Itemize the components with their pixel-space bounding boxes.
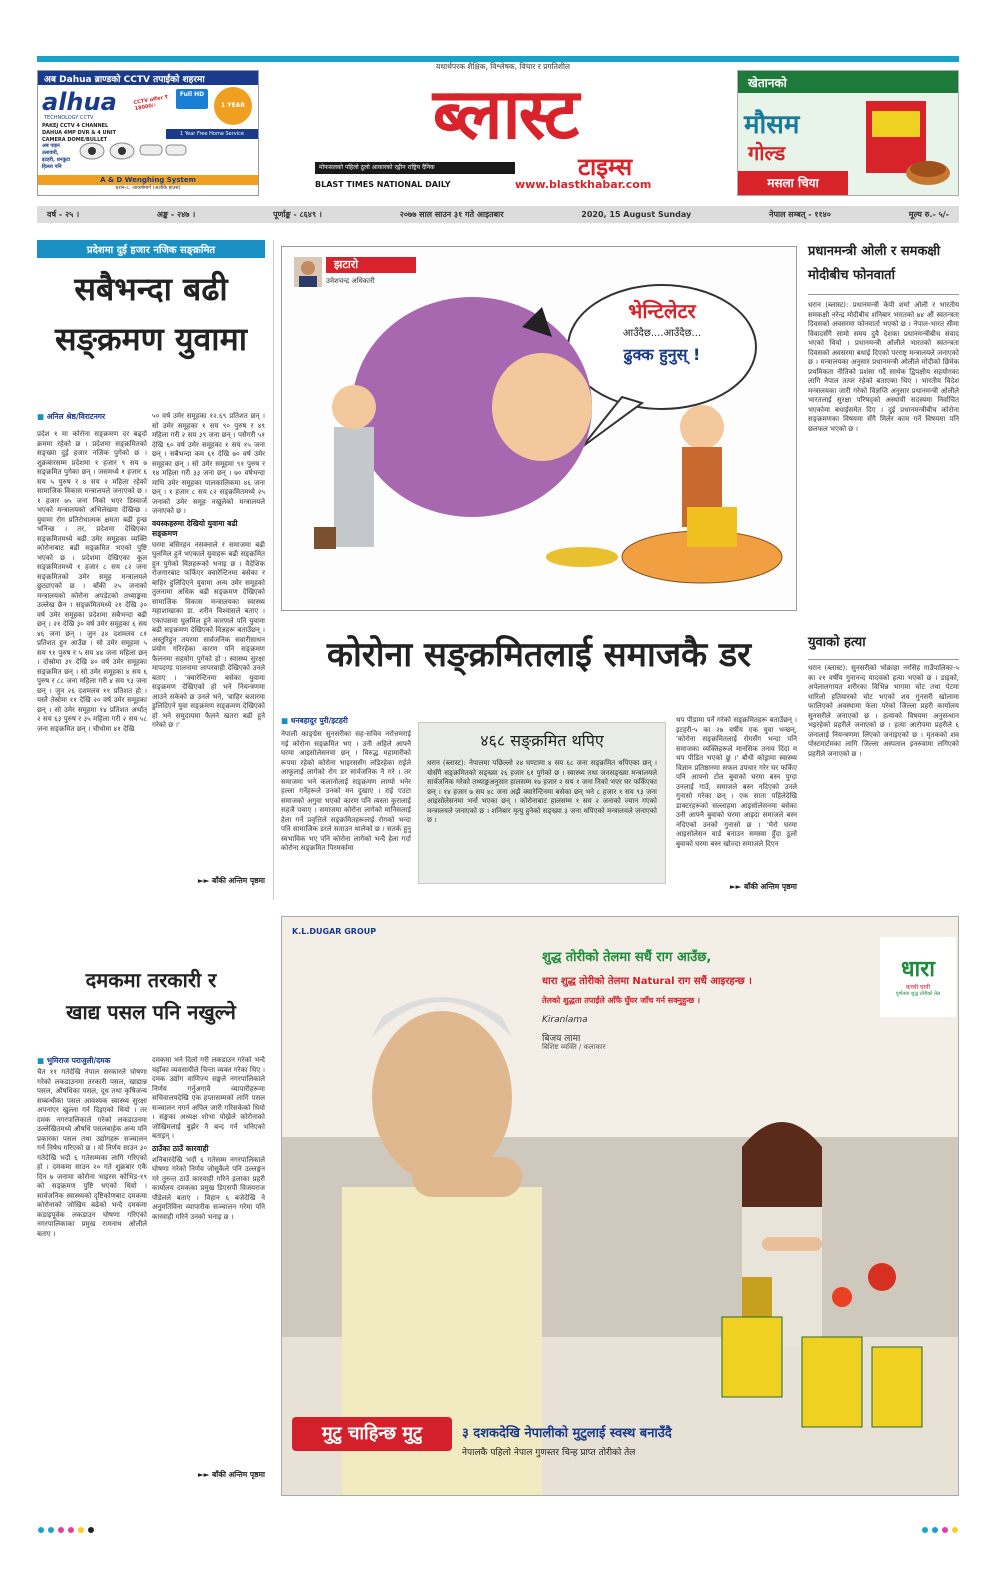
- cctv-advertisement[interactable]: [37, 70, 259, 196]
- dhara-sub: कच्ची घानी: [905, 984, 931, 991]
- masthead-logo[interactable]: [315, 70, 695, 200]
- sidebar-title2: युवाको हत्या: [808, 635, 866, 650]
- sidebar-title: प्रधानमन्त्री ओली र समकक्षी मोदीबीच फोनवार्ता: [808, 244, 941, 283]
- main-headline[interactable]: कोरोना सङ्क्रमितलाई समाजकै डर: [326, 635, 752, 675]
- logo-text: ब्लास्ट: [432, 72, 578, 155]
- dhara-tag: पूर्णतया शुद्ध तोरीको तेल: [895, 991, 941, 997]
- tea-sub: मसला चिया: [738, 171, 848, 195]
- tea-advertisement[interactable]: [737, 70, 959, 196]
- story-damak-market[interactable]: [37, 964, 265, 1028]
- home-service-label: 1 Year Free Home Service: [166, 129, 258, 139]
- website-link[interactable]: www.blastkhabar.com: [515, 178, 652, 191]
- story2-more[interactable]: ►► बाँकी अन्तिम पृष्ठमा: [729, 882, 797, 891]
- tea-brand-top: खेतानको: [738, 71, 958, 93]
- speech-line-2: आउँदैछ....आउँदैछ...: [622, 328, 702, 339]
- cartoon-artist: उमेशचन्द्र अधिकारी: [326, 277, 375, 285]
- dhara-logo: [880, 937, 956, 1017]
- story3-col1: चैत ११ गतेदेखि नेपाल सरकारले घोषणा गरेको लकडाउनमा तरकारी पसल, खाद्यान्न पसल, औषधिका पसल, दूध तथा कृषिजन्य सम्बन्धीका पसल आवश्यक स्वास्थ्य सुरक्षा अपनाएर खुल्ला गर्न दिइएको थियो । तर दमक नगरपालिकाले गरेको लकडाउनमा उल्लेखितमध्ये औषधि पसलबाहेक अन्य पनि प्रकारका पसल तथा उद्योगहरू सञ्चालन गर्न निषेध गरिएको छ । यो निर्णय साउन ३० गतेदेखि भदौ ६ गतेसम्मका लागि गरिएको हो । दमकमा साउन २० गते शुक्रबार एकै दिन ७ जनामा कोरोना भाइरस कोभिड-१९ को सङ्क्रमण पुष्टि भएको थियो । सार्वजनिक स्वास्थ्यको दृष्टिकोणबाट दमकमा कोरोनाको जोखिम बढेको भन्दै दमकमा कडाइपूर्वक लकडाउन घोषणा गरिएको नगरपालिकाका प्रमुख रामनाथ ओलीले बताए ।: [37, 1068, 147, 1238]
- oil-advertisement[interactable]: [281, 916, 959, 1496]
- cartoon-label: झटारो: [326, 257, 416, 273]
- oil-endorser: बिजय लामा: [542, 1034, 581, 1044]
- masthead-tagline: यथार्थपरक शैक्षिक, विश्लेषक, विचार र प्रगतिशील: [435, 62, 570, 71]
- oil-endorser-title: बिशिष्ट व्यक्ति / कलाकार: [542, 1043, 606, 1051]
- nepali-date: २०७७ साल साउन ३१ गते आइतबार: [399, 210, 504, 219]
- story1-headline-2: सङ्क्रमण युवामा: [54, 320, 248, 358]
- cctv-branches: अब पाइन उलावारी, इटहरी, धनकुटा हिल्ला पनि: [42, 143, 71, 170]
- issue: अङ्क - २४७ ।: [156, 210, 196, 219]
- footer-registration-dots: [37, 1520, 959, 1530]
- oil-banner: मुटु चाहिन्छ मुटु: [292, 1417, 452, 1451]
- sidebar-divider: [808, 294, 959, 295]
- story3-more[interactable]: ►► बाँकी अन्तिम पृष्ठमा: [197, 1470, 265, 1479]
- oil-slogan-3: तेलको शुद्धता तपाईंले आँफै घुँघर जाँच गर्न सक्नुहुन्छ ।: [542, 996, 700, 1005]
- nepal-era: नेपाल सम्बत् - ११४०: [769, 210, 831, 219]
- logo-subtitle: टाइम्स: [577, 153, 633, 181]
- english-date: 2020, 15 August Sunday: [581, 210, 692, 219]
- story3-col2: दमकमा भने दिलो गरी लकडाउन गरेको भन्दै यहाँका व्यवसायीले चिन्ता व्यक्त गरेका थिए । दमक उद्योग वाणिज्य सङ्घले नगरपालिकाले निर्णय गर्नुअगावै व्यापारीहरूमा सचिवालयदेखि एक हप्तासम्मको लागि पसल सञ्चालन नगर्न अपिल जारी गरिसकेको थियो । सङ्घका अध्यक्ष शोभा पोख्रेले कोरोनाको जोखिमलाई बुझेर नै बन्द गर्न भनिएको बताइन् ।: [152, 1056, 265, 1140]
- volume: वर्ष - २५ ।: [47, 210, 80, 219]
- tea-product2: गोल्ड: [748, 141, 786, 165]
- camera-icon: [78, 139, 188, 163]
- endorser-signature: Kiranlama: [542, 1015, 588, 1025]
- price: मूल्य रु.- ५/-: [908, 210, 949, 219]
- oil-company: K.L.DUGAR GROUP: [292, 927, 377, 936]
- story2-byline: ■ धनबहादुर पुरी/इटहरी: [281, 716, 411, 726]
- cctv-features: PAKEJ CCTV 4 CHANNEL DAHUA 4MP DVR & 4 UNIT CAMERA DOME/BULLET: [42, 123, 117, 143]
- english-name: BLAST TIMES NATIONAL DAILY: [315, 180, 451, 189]
- box-story[interactable]: [418, 722, 666, 884]
- tea-box-icon: [858, 97, 954, 193]
- cartoon-box: [281, 246, 797, 611]
- oil-slogan-2: धारा शुद्ध तोरीको तेलमा Natural राग सधैं आइरहन्छ ।: [542, 976, 752, 987]
- sidebar-body: धरान (ब्लास्ट): प्रधानमन्त्री केपी शर्मा ओली र भारतीय समकक्षी नरेन्द्र मोदीबीच शनिबार भारतको ७४ औं स्वतन्त्रता दिवसको अवसरमा फोनवार्ता भएको छ । नेपाल-भारत सीमा विवादसँगै सामो समय दुवै देशका प्रधानमन्त्रीबीच संवाद भएको थियो । प्रधानमन्त्री ओलीले भारतको स्वतन्त्रता दिवसको अवसरमा बधाई दिएको परराष्ट्र मन्त्रालयले जनाएको छ । मन्त्रालयका अनुसार प्रधानमन्त्री ओलीले मोदीको छिमेक प्रथमिकता नीतिको प्रशंसा गर्दै सार्थक द्विपक्षीय सहयोगका लागि नेपाल तत्पर रहेको बताएका थिए । भारतीय विदेश मन्त्रालयका जारी गरेको विज्ञप्ति अनुसार प्रधानमन्त्री ओलीले भारतलाई सुरक्षा परिषद्को अस्थायी सदस्यमा निर्वाचित भएकोमा बधाईसमेत दिए । दुई प्रधानमन्त्रीबीच कोरोना सङ्क्रमणका विषयमा सँगै मिलेर काम गर्ने विषयमा पनि छलफल भएको छ ।: [808, 301, 959, 433]
- story3-subhead: ठाउँका ठाउँ कारवाही: [152, 1143, 209, 1153]
- box-story-title: ४६८ सङ्क्रमित थपिए: [480, 731, 604, 750]
- story1-byline: ■ अनिल श्रेष्ठ/विराटनगर: [37, 412, 147, 422]
- cctv-offer: CCTV offer ₹ 18000/-: [133, 94, 169, 113]
- cctv-ad-header: अब Dahua ब्राण्डको CCTV तपाईंको शहरमा: [38, 71, 258, 85]
- story2-right-col: थप पीडामा पर्ने गरेको सङ्क्रमितहरू बताउँछन् । इटहरी-५ का २७ वर्षीय एक युवा भन्छन्, 'कोरोना सङ्क्रमितलाई रोगसँग भन्दा पनि समाजका व्यक्तिहरूले मानसिक तनाव दिंदा म थप पीडित भएको छु ।' बौधी कोड्रामा स्वास्थ्य विज्ञान प्रतिष्ठानमा सफल उपचार गरेर घर फर्किए पनि आफ्नो टोल बुवाको घरमा बस्न पुग्दा उनलाई गाउँ, समाजले बस्न नदिएको उनले गुनासो गरेका छन् । एक साता पहिलेदेखि डाक्टरहरूको सल्लाहमा आइसोलेसनमा बसेका उनी आफ्नै बुवाको घरमा आइदा समाजले बस्न नदिएको उनको गुनासो छ । 'मेरो घरमा आइसोलेसन वार्ड बनाउन समस्या हुँदा ठूलो बुवाको घरमा बस्न खोज्दा समाजले दिएन: [676, 716, 797, 848]
- speech-line-3: ढुक्क हुनुस् !: [623, 345, 701, 364]
- dahua-sub: TECHNOLOGY CCTV: [44, 115, 94, 121]
- story3-col2-wrap: [152, 1056, 265, 1466]
- story3-col2b: शनिबारदेखि भदौ ६ गतेसम्म नगरपालिकाले घोषणा गरेको निर्णय जोसुकैले पनि उल्लङ्घन गरे तुरुन्त ठाउँ कारवाही गरिने इलाका प्रहरी कार्यालय दमकका प्रमुख डिएसपी विजयराज पौडेलले बताए । विहान ६ बजेदेखि ने अनुमतिविना व्यापारीक सञ्चालन गरेमा पनि कारवाही गरिने उनको भनाइ छ ।: [152, 1155, 265, 1221]
- sidebar-body2: धरान (ब्लास्ट): सुनसरीको भोक्राहा नरसिंह गाउँपालिका-५ का २१ वर्षीय गुनानन्द यादवको हत्या भएको छ । डाइको, अपेलालगायत शरीरका विभिन्न भागमा चोट तथा पेटमा धारिलो हतियारको चोट भएको शव गुनसरी खोलामा फालिएको अवस्थामा फेला परेको जिल्ला प्रहरी कार्यालय सुनसरीले जनाएको छ । हत्याको विषयमा अनुसन्धान भइरहेको प्रहरीले जनाएको छ । हत्या आरोपमा प्रहरीले ६ जनालाई नियन्त्रणमा लिएको जनाइएको छ । मृतकको शव पोस्टमार्टमका लागि जिल्ला अस्पताल इनरुवामा लगिएको प्रहरीले जनाएको छ ।: [808, 664, 959, 758]
- oil-bottom-line-2: नेपालकै पहिलो नेपाल गुणस्तर चिन्ह प्राप्त तोरीको तेल: [462, 1448, 636, 1458]
- column-divider: [273, 240, 274, 900]
- story2-col1: नेपाली काङ्ग्रेस सुनसरीका सह-सचिव नरोत्तमराई गई कोरोना सङ्क्रमित भए । उनी अहिले आफ्नै घरमा आइसोलेसनमा छन् । विरुद्ध महामारीको रूपमा रहेको कोरोना भाइरससँग लडिरहेका राईले आफूलाई लागेको रोग डर सार्वजनिक नै गरे । तर समाजमा भने कलानोलाई सङ्क्रमण लाग्यो भनेर हल्ला गर्नेहरूले उनको मन दुखाए । राई एउटा समाजको अगुवा भएको कारण पनि त्यस्ता कुरालाई सहजै पचाए । समाजमा कोरोना लागेको मानिसलाई हेला गर्ने प्रवृत्तिले सङ्क्रमितहरूलाई रोगको भन्दा पनि सामाजिक डरले सताउन थालेको छ । सतर्क हुनु स्वभाविक भए पनि कोरोना लागेको भन्दै हेला गर्दा कोरोना सङ्क्रमित पिरमर्कामा: [281, 730, 411, 852]
- oil-bottom-line-1: ३ दशकदेखि नेपालीको मुटुलाई स्वस्थ बनाउँदै: [462, 1426, 672, 1441]
- story1-kicker: प्रदेशमा दुई हजार नजिक सङ्क्रमित: [37, 240, 265, 258]
- speech-line-1: भेन्टिलेटर: [628, 299, 696, 323]
- story1-more[interactable]: ►► बाँकी अन्तिम पृष्ठमा: [197, 876, 265, 885]
- dahua-logo: alhua: [42, 88, 117, 116]
- story1-col2: ५० वर्ष उमेर समूहका १२.६९ प्रतिशत छन् । सो उमेर समूहका १ सय ९० पुरुष र ४९ महिला गरी २ सय ३९ जना छन् । पसैगरी ५१ देखि ६० वर्ष उमेर समूहका १ सय १५ जना छन् । सबैभन्दा कम ६१ देखि ७० वर्ष उमेर समूहका छन् । सो उमेर समूहमा ९१ पुरुष र १४ महिला गरी ३३ जना छन् । ७० वर्षभन्दा माथि उमेर समूहका पालकालिकमा ४६ जना छन् । १ हजार ८ सय ८२ सङ्क्रमितमध्ये २५ जनाको उमेर समूह नखुलेको मन्त्रालयले जनाएको छ ।: [152, 412, 265, 515]
- story1-col2-wrap: [152, 412, 265, 872]
- cctv-address: धरान-८, आकर्षमार्ग (अलीके हाउस): [115, 185, 181, 191]
- warranty-badge: 1 YEAR: [214, 87, 252, 125]
- tea-product: मौसम: [744, 110, 800, 140]
- issue-info-bar: [37, 206, 959, 223]
- full-issue: पूर्णाङ्क - ८६४९ ।: [273, 210, 322, 219]
- story3-headline-2: खाद्य पसल पनि नखुल्ने: [66, 1000, 236, 1024]
- dhara-brand: धारा: [901, 957, 935, 982]
- story1-subhead: वयस्कहरुमा देखियो युवामा बढी सङ्क्रमण: [152, 518, 238, 538]
- oil-slogan-1: शुद्ध तोरीको तेलमा सधैं राग आउँछ,: [542, 950, 712, 965]
- sidebar-news[interactable]: [808, 240, 959, 844]
- logo-caption: मोफसलको पहिलो ठूलो आकारको रङ्गीन राष्ट्रिय दैनिक: [315, 162, 515, 174]
- story1-col1: प्रदेश १ मा कोरोना सङ्क्रमण दर बढ्दो क्रममा रहेको छ । प्रदेशमा सङ्क्रमितको सङ्ख्या दुई हजार नजिक पुगेको छ । शुक्रबारसम्म प्रदेशमा १ हजार ९ सय ७ सङ्क्रमित पुगेका छन् । जसमध्ये १ हजार ६ सय ५ पुरुष र ४ सय २ महिला रहेको सामाजिक विकास मन्त्रालयले जनाएको छ । १ हजार ७५ जना निको भएर डिस्चार्ज भएको मन्त्रालयको अभिलेखमा देखिन्छ । युवामा रोग प्रतिरोधात्मक क्षमता बढी हुन्छ भनिन्छ । तर, प्रदेशमा देखिएका सङ्क्रमितमध्ये बढी उमेर समूहका व्यक्ति कोरोनाबाट बढी सङ्क्रमित भएको पुष्टि भएको छ । प्रदेशमा देखिएका कूल सङ्क्रमितमध्ये १ हजार ८ सय ८२ जना सङ्क्रमितको उमेर समूह मन्त्रालयले छुट्याएको छ । बाँकी २५ जनाको मन्त्रालयको कोरोना अपडेटको तथ्याङ्कमा उल्लेख छैन । सङ्क्रमितमध्ये २१ देखि ३० वर्ष उमेर समूहका प्रदेशमा सबैभन्दा बढी छन् । २१ देखि ३० वर्ष उमेर समूहका ६ सय ४६ जना छन् । जुन ३४ दशमलव ८१ प्रतिशत हुन आउँछ । सो उमेर समूहमा ५ सय ९१ पुरुष र ५ सय ४४ जना महिला छन् । दोस्रोमा ३१ देखि ४० वर्ष उमेर समूहका सङ्क्रमित छन् । सो उमेर समूहका ४ सय ६ पुरुष र ८८ जना महिला गरी ४ सय ९३ जना छन् । जुन २६ दशमलव ११ प्रतिशत हो । यस्तै तेस्रोमा ११ देखि २० वर्ष उमेर समूहका छन् । सो उमेर समूहमा १४ प्रतिशत अर्थात् २ सय ६३ पुरुष र ३५ महिला गरी २ सय ५८ जना सङ्क्रमित छन् । चौथोमा ४१ देखि: [37, 430, 147, 733]
- fullhd-badge: Full HD: [176, 89, 208, 109]
- story1-col2b: घरमा बसिरहन नसक्नाले र समाजमा बढी घुलमिल हुने भएकाले युवाहरू बढी सङ्क्रमित हुन पुगेको विज्ञहरूको भनाइ छ । वैदेशिक रोजगारबाट फर्किएर क्वारेन्टिनमा बसेका र बाहिर हुलिदिएने युवामा अन्य उमेर समूहको तुलनामा अधिक बढी सङ्क्रमण देखिएको सामाजिक विकास मन्त्रालयका स्वास्थ्य महाशाखाका डा. शरीन विश्वासले बताए । एकापसमा घुलमिल हुने कारणले पनि युवामा बढी सङ्क्रमण देखिएको विज्ञहरू बताउँछन् । अस्तुरिहुन तयरमा सार्वजनिक सवारीसाधन प्रयोग गरिरहेका कारण पनि सङ्क्रमण फैलनमा सहयोग पुगेको हो । स्वास्थ्य सुरक्षा मापदण्ड पालनामा लापरवाही देखिएको उनले बताए । 'क्वारेन्टिनमा बसेका युवामा सङ्क्रमण देखिएको हो भने नियन्त्रणमा आउने सकेको छ उनले भने, 'बाहिर बजारमा डुलिदिएने युवा सङ्क्रमण सङ्क्रमण देखिएको हो भने समुदायमा फैलने खतरा बढी हुने गरेको छ ।': [152, 540, 265, 729]
- story3-headline-1: दमकमा तरकारी र: [85, 968, 217, 992]
- box-story-body: धरान (ब्लास्ट): नेपालमा पछिल्लो २४ घण्टामा ४ सय ६८ जना सङ्क्रमित थपिएका छन् । योसँगै सङ्क्रमितको सङ्ख्या २६ हजार ६१ पुगेको छ । स्वास्थ्य तथा जनसङ्ख्या मन्त्रालयले सार्वजनिक गरेको तथ्याङ्कअनुसार हालसम्म १७ हजार २ सय १ जना निको भएर घर फर्किएका छन् । १४ हजार ७ सय ४८ जना अझै क्वारेन्टिनमा बसेका छन् भने ८ हजार १ सय ९३ जना आइसोलेसनमा भर्ना भएका छन् । कोरोनाबाट हालसम्म १ सय २ जनाको ज्यान गएको मन्त्रालयले जनाएको छ । शनिबार मृत्यु हुनेको सङ्ख्या ३ जना थपिएको मन्त्रालयले जनाएको छ ।: [427, 759, 657, 824]
- story3-byline: ■ भुमिराज पराजुली/दमक: [37, 1056, 147, 1066]
- cctv-company: A & D Wenghing System: [38, 175, 258, 185]
- sidebar-divider-2: [808, 659, 959, 660]
- story-youth-infection[interactable]: [37, 240, 265, 364]
- story1-headline-1: सबैभन्दा बढी: [74, 270, 228, 308]
